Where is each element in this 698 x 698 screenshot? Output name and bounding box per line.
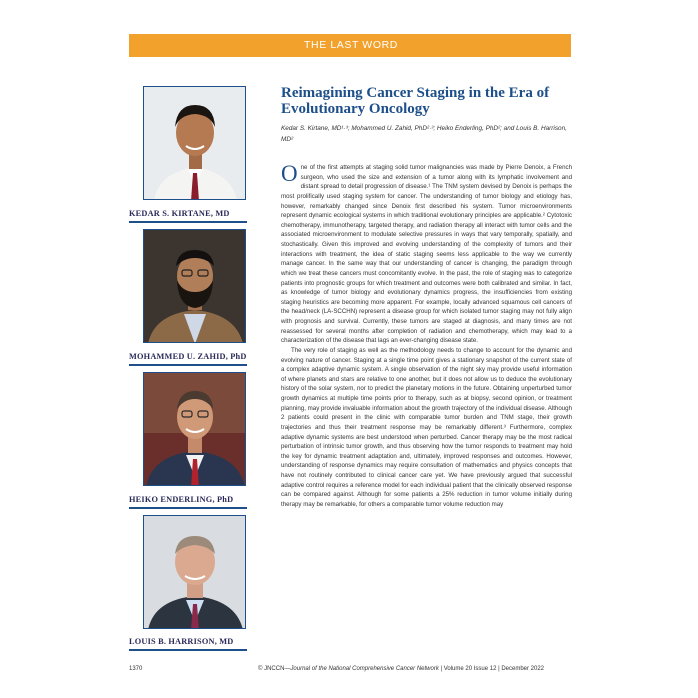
- article-title: Reimagining Cancer Staging in the Era of Evolutionary Oncology: [281, 85, 550, 117]
- body-paragraph-1: [281, 163, 572, 346]
- journal-footer: [258, 666, 544, 672]
- body-paragraph-2: The very role of staging as well as the methodology needs to change to account for the dynamic and evolving nature of cancer. Staging at a single time point gives a stationary snapshot of the current state of a complex adaptive dynamic system. A single observation of the night sky may provide useful information of where planets and stars are relative to one another, but it does not allow us to deduce the evolutionary history of the solar system, nor to predict the planetary motions in the future. Obtaining unperturbed tumor growth dynamics at multiple time points prior to therapy, such as at biopsy, second opinion, or treatment planning, may provide invaluable information about the growth trajectory of the individual disease. Although 2 patients could present in the clinic with comparable tumor burden and TNM stage, their growth trajectories and thus their treatment response may be remarkably different.³ Furthermore, complex adaptive dynamic systems are best understood when perturbed. Cancer therapy may be the most radical perturbation of intrinsic tumor growth, and thus observing how the tumor responds to treatment may hold the key for dynamic treatment adaptation and, ultimately, improved responses and outcomes. However, understanding of response dynamics may require consultation of mathematics and physics concepts that have not routinely contributed to clinical cancer care yet. We have previously argued that successful adaptive control requires a reference model for each individual patient that the clinically observed response can be compared against. Although for some patients a 25% reduction in tumor volume initially during therapy may be remarkable, for others a comparable tumor volume reduction may: [281, 346, 572, 508]
- author-photo-enderling: [143, 372, 246, 486]
- page-number: 1370: [129, 666, 143, 672]
- author-photo-kirtane: [143, 86, 246, 200]
- author-name-harrison: LOUIS B. HARRISON, MD: [129, 637, 234, 646]
- divider-rule: [129, 649, 247, 651]
- journal-prefix: © JNCCN—: [258, 666, 291, 672]
- article-body: [281, 163, 572, 510]
- author-name-zahid: MOHAMMED U. ZAHID, PhD: [129, 352, 247, 361]
- journal-name: Journal of the National Comprehensive Cancer Network: [290, 666, 439, 672]
- divider-rule: [129, 221, 247, 223]
- paragraph-text: ne of the first attempts at staging solid tumor malignancies was made by Pierre Denoix, a French surgeon, who used the size and extension of a tumor along with its lymphatic involvement and distant spread to detail progression of disease.¹ The TNM system devised by Denoix is perhaps the most prolifically used staging system for cancer. The understanding of tumor biology and etiology has, however, remarkably changed since Denoix first described his system. Tumor microenvironments represent dynamic ecological systems in which traditional evolutionary principles are applicable.² Cytotoxic chemotherapy, immunotherapy, targeted therapy, and radiation therapy all interact with tumor cells and the associated microenvironment to modulate selective pressures in ways that vary temporally, spatially, and stochastically. Given this improved and evolving understanding of the complexity of tumors and their interactions with treatment, the idea of static staging seems less applicable to the way we currently manage cancer. In the same way that our understanding of cancer is changing, the paradigm through which we treat these cancers must concomitantly evolve. In the past, the role of staging was to categorize patients into prognostic groups for which treatment and outcomes were both calibrated and similar. In fact, as knowledge of tumor biology and evolutionary dynamics progress, the insufficiencies from existing staging heuristics are becoming more apparent. For example, locally advanced squamous cell cancers of the head/neck (LA-SCCHN) represent a disease group for which isolated tumor staging may not fully align with prognosis and survival. Currently, these tumors are staged at diagnosis, and many times are not reassessed for several months after completion of radiation and chemotherapy, which may lead to a characterization of the disease that lags an ever-changing disease state.: [281, 164, 572, 345]
- divider-rule: [129, 364, 247, 366]
- section-label: THE LAST WORD: [304, 39, 398, 51]
- author-photo-zahid: [143, 229, 246, 343]
- article-authors: Kedar S. Kirtane, MD¹·³; Mohammed U. Zahid, PhD²·³; Heiko Enderling, PhD²; and Louis B. Harrison, MD²: [281, 125, 567, 143]
- author-name-enderling: HEIKO ENDERLING, PhD: [129, 495, 234, 504]
- author-name-kirtane: KEDAR S. KIRTANE, MD: [129, 209, 230, 218]
- divider-rule: [129, 507, 247, 509]
- journal-issue: | Volume 20 Issue 12 | December 2022: [438, 666, 545, 672]
- author-photo-harrison: [143, 515, 246, 629]
- drop-cap: O: [281, 161, 298, 186]
- section-banner: [129, 34, 571, 57]
